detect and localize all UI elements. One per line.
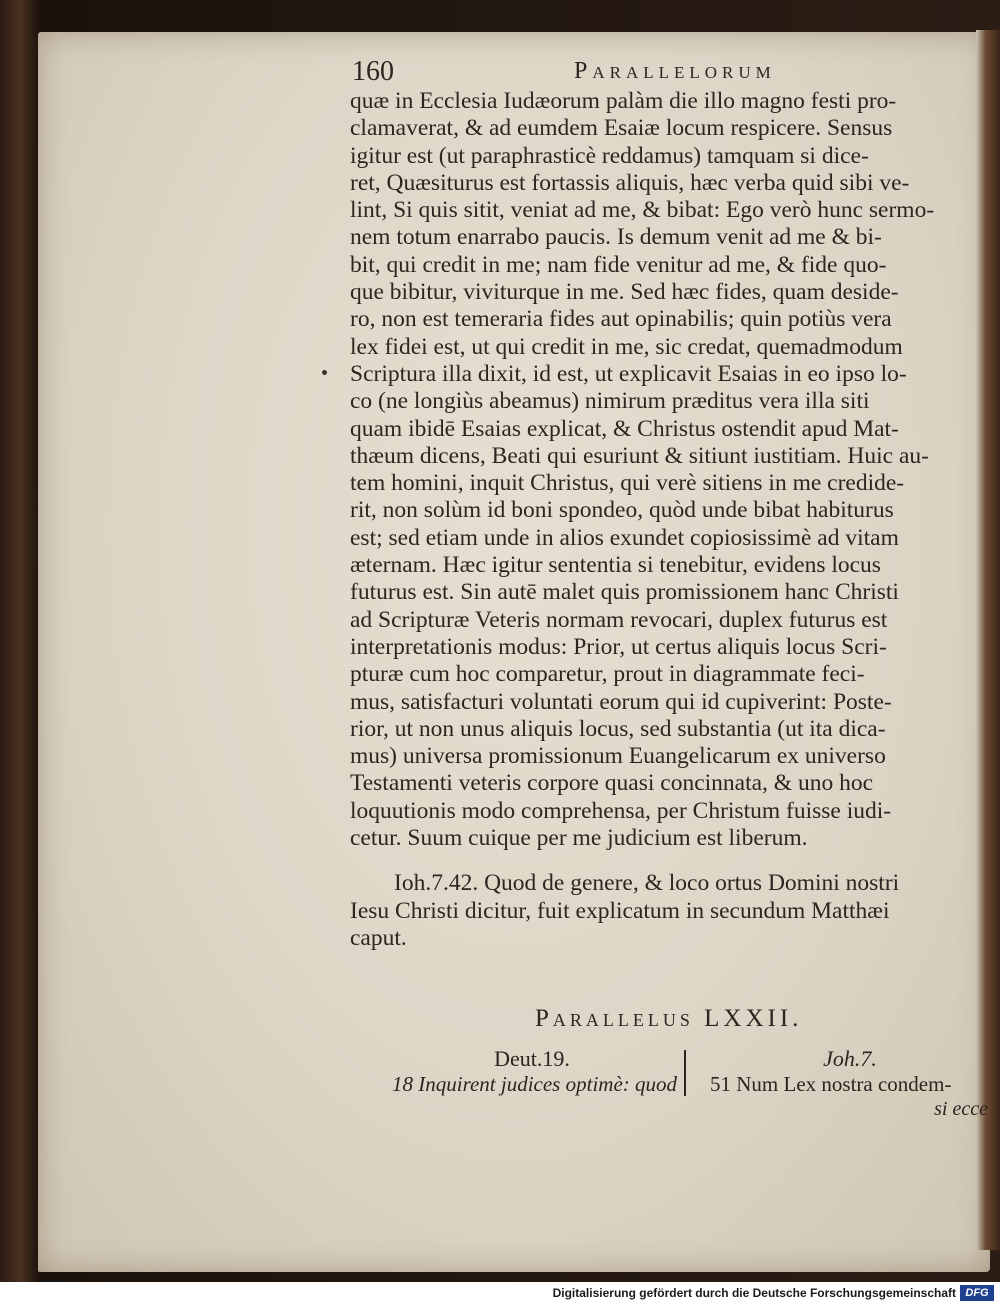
- text-line: clamaverat, & ad eumdem Esaiæ locum respicere. Sensus: [350, 115, 893, 142]
- text-line: Scriptura illa dixit, id est, ut explicavit Esaias in eo ipso lo-: [350, 360, 907, 387]
- reference-left: [392, 1046, 678, 1098]
- text-line: quam ibidē Esaias explicat, & Christus ostendit apud Mat-: [350, 415, 899, 442]
- reference-right: [710, 1046, 990, 1121]
- text-line: rior, ut non unus aliquis locus, sed substantia (ut ita dica-: [350, 715, 886, 742]
- reference-left-line: 18 Inquirent judices optimè: quod: [392, 1072, 678, 1096]
- text-line: nem totum enarrabo paucis. Is demum venit ad me & bi-: [350, 224, 882, 251]
- reference-right-continuation: si ecce: [934, 1098, 988, 1120]
- text-line: cetur. Suum cuique per me judicium est liberum.: [350, 825, 808, 852]
- text-line: ret, Quæsiturus est fortassis aliquis, hæc verba quid sibi ve-: [350, 169, 910, 196]
- page-number: 160: [352, 56, 394, 87]
- text-line: caput.: [350, 924, 407, 951]
- text-line: Ioh.7.42. Quod de genere, & loco ortus Domini nostri: [394, 870, 900, 897]
- text-line: que bibitur, viviturque in me. Sed hæc fides, quam deside-: [350, 279, 899, 306]
- text-line: ro, non est temeraria fides aut opinabilis; quin potiùs vera: [350, 306, 892, 333]
- reference-left-title: Deut.19.: [494, 1046, 570, 1071]
- text-line: æternam. Hæc igitur sententia si tenebitur, evidens locus: [350, 552, 881, 579]
- text-line: co (ne longiùs abeamus) nimirum præditus vera illa siti: [350, 388, 870, 415]
- parallel-heading: Parallelus LXXII.: [535, 1005, 803, 1032]
- dfg-logo-icon[interactable]: DFG: [960, 1285, 994, 1301]
- reference-right-line: 51 Num Lex nostra condem-: [710, 1072, 952, 1096]
- text-line: futurus est. Sin autē malet quis promissionem hanc Christi: [350, 579, 899, 606]
- text-line: lex fidei est, ut qui credit in me, sic credat, quemadmodum: [350, 333, 903, 360]
- text-line: Testamenti veteris corpore quasi concinnata, & uno hoc: [350, 770, 874, 797]
- text-line: quæ in Ecclesia Iudæorum palàm die illo magno festi pro-: [350, 88, 897, 114]
- text-line: ad Scripturæ Veteris normam revocari, duplex futurus est: [350, 606, 888, 633]
- text-line: mus) universa promissionum Euangelicarum ex universo: [350, 743, 886, 770]
- column-divider: [684, 1050, 686, 1096]
- text-line: igitur est (ut paraphrasticè reddamus) tamquam si dice-: [350, 142, 869, 169]
- page-header: [352, 56, 832, 90]
- text-line: interpretationis modus: Prior, ut certus aliquis locus Scri-: [350, 633, 887, 660]
- text-line: thæum dicens, Beati qui esuriunt & sitiunt iustitiam. Huic au-: [350, 442, 929, 469]
- text-line: tem homini, inquit Christus, qui verè sitiens in me credide-: [350, 470, 905, 497]
- text-line: loquutionis modo comprehensa, per Christum fuisse iudi-: [350, 797, 892, 824]
- text-line: Iesu Christi dicitur, fuit explicatum in secundum Matthæi: [350, 897, 890, 924]
- paragraph-gap: [350, 852, 990, 870]
- text-line: bit, qui credit in me; nam fide venitur ad me, & fide quo-: [350, 251, 887, 278]
- text-line: rit, non solùm id boni spondeo, quòd unde bibat habiturus: [350, 497, 894, 524]
- margin-mark: [322, 370, 327, 375]
- text-line: lint, Si quis sitit, veniat ad me, & bibat: Ego verò hunc sermo-: [350, 197, 935, 224]
- footer-bar: [0, 1282, 1000, 1305]
- text-line: mus, satisfacturi voluntati eorum qui id cupiverint: Poste-: [350, 688, 892, 715]
- funding-credit: Digitalisierung gefördert durch die Deutsche Forschungsgemeinschaft: [552, 1286, 956, 1300]
- body-text: [350, 88, 990, 952]
- text-line: est; sed etiam unde in alios exundet copiosissimè ad vitam: [350, 524, 899, 551]
- running-head: Parallelorum: [574, 58, 776, 84]
- text-line: pturæ cum hoc comparetur, prout in diagrammate feci-: [350, 661, 865, 688]
- reference-right-title: Joh.7.: [823, 1046, 877, 1071]
